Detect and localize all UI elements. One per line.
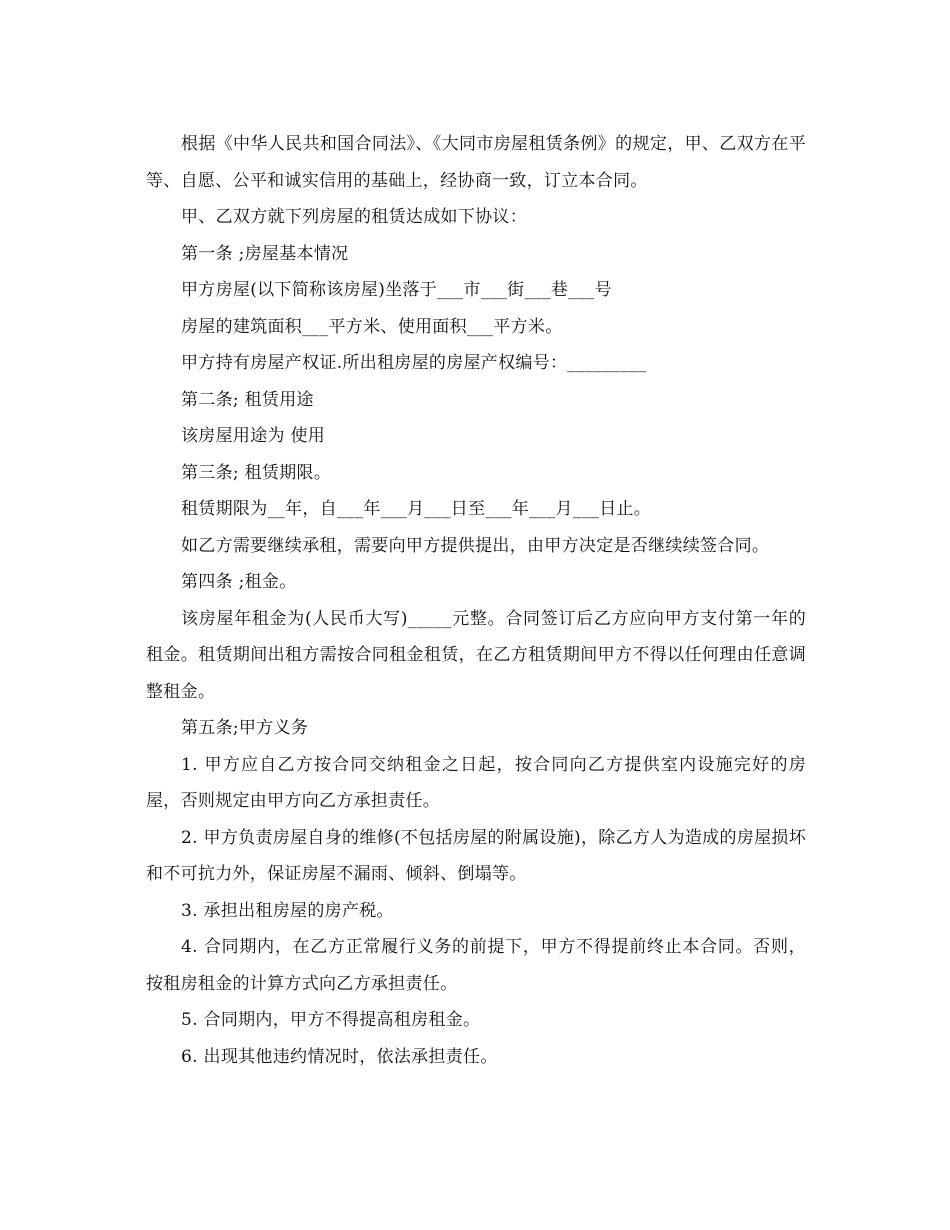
article-2-heading: 第二条; 租赁用途	[181, 389, 314, 410]
article-1-heading: 第一条 ;房屋基本情况	[181, 243, 349, 264]
article-5-item-3: 3. 承担出租房屋的房产税。	[181, 900, 394, 921]
article-3-term: 租赁期限为__年，自___年___月___日至___年___月___日止。	[181, 499, 652, 519]
article-5-item-5: 5. 合同期内，甲方不得提高租房租金。	[181, 1010, 481, 1030]
article-4-rent: 该房屋年租金为(人民币大写)_____元整。合同签订后乙方应向甲方支付第一年的租金。租赁期间出租方需按合同租金租赁，在乙方租赁期间甲方不得以任何理由任意调整租金。	[146, 608, 806, 702]
article-5-heading: 第五条;甲方义务	[181, 718, 309, 738]
document-body	[146, 126, 806, 1075]
article-4-heading: 第四条 ;租金。	[181, 572, 297, 592]
article-1-title-number: 甲方持有房屋产权证.所出租房屋的房屋产权编号：_________	[181, 353, 647, 373]
article-1-area: 房屋的建筑面积___平方米、使用面积___平方米。	[181, 316, 563, 337]
article-5-item-4: 4. 合同期内，在乙方正常履行义务的前提下，甲方不得提前终止本合同。否则，按租房租金的计算方式向乙方承担责任。	[146, 937, 806, 994]
intro-paragraph: 根据《中华人民共和国合同法》、《大同市房屋租赁条例》的规定，甲、乙双方在平等、自愿、公平和诚实信用的基础上，经协商一致，订立本合同。	[146, 134, 806, 191]
article-5-item-1: 1. 甲方应自乙方按合同交纳租金之日起，按合同向乙方提供室内设施完好的房屋，否则规定由甲方向乙方承担责任。	[146, 754, 806, 811]
article-2-usage: 该房屋用途为 使用	[181, 426, 326, 446]
article-5-item-6: 6. 出现其他违约情况时，依法承担责任。	[181, 1046, 498, 1067]
agreement-statement: 甲、乙双方就下列房屋的租赁达成如下协议：	[181, 207, 527, 227]
article-3-heading: 第三条; 租赁期限。	[181, 462, 332, 483]
article-3-renewal: 如乙方需要继续承租，需要向甲方提供提出，由甲方决定是否继续续签合同。	[181, 535, 770, 556]
article-5-item-2: 2. 甲方负责房屋自身的维修(不包括房屋的附属设施)，除乙方人为造成的房屋损坏和不可抗力外，保证房屋不漏雨、倾斜、倒塌等。	[146, 827, 806, 884]
article-1-location: 甲方房屋(以下简称该房屋)坐落于___市___街___巷___号	[181, 280, 612, 300]
